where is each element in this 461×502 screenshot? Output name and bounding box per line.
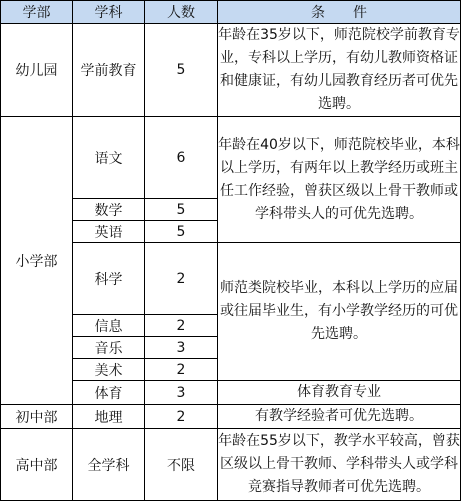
subject-cell: 数学 — [73, 199, 145, 221]
conditions-cell: 年龄在35岁以下，师范院校学前教育专业，专科以上学历，有幼儿教师资格证和健康证，有幼儿园教育经历者可优先选聘。 — [218, 24, 461, 117]
dept-cell: 幼儿园 — [1, 24, 73, 117]
count-cell: 2 — [145, 315, 218, 337]
subject-cell: 语文 — [73, 117, 145, 199]
conditions-cell: 师范类院校毕业，本科以上学历的应届或往届毕业生，有小学教学经历的可优先选聘。 — [218, 243, 461, 381]
subject-cell: 音乐 — [73, 337, 145, 359]
count-cell: 3 — [145, 381, 218, 405]
count-cell: 2 — [145, 243, 218, 315]
subject-cell: 科学 — [73, 243, 145, 315]
count-cell: 3 — [145, 337, 218, 359]
count-cell: 6 — [145, 117, 218, 199]
table-row — [1, 117, 461, 199]
header-row — [1, 1, 461, 24]
subject-cell: 全学科 — [73, 429, 145, 501]
count-cell: 不限 — [145, 429, 218, 501]
table-row — [1, 405, 461, 429]
header-conditions: 条 件 — [218, 1, 461, 24]
table-row — [1, 24, 461, 117]
conditions-cell: 有教学经验者可优先选聘。 — [218, 405, 461, 429]
count-cell: 5 — [145, 24, 218, 117]
header-count: 人数 — [145, 1, 218, 24]
subject-cell: 体育 — [73, 381, 145, 405]
subject-cell: 地理 — [73, 405, 145, 429]
subject-cell: 信息 — [73, 315, 145, 337]
dept-cell: 小学部 — [1, 117, 73, 405]
dept-cell: 初中部 — [1, 405, 73, 429]
count-cell: 5 — [145, 221, 218, 243]
count-cell: 5 — [145, 199, 218, 221]
header-dept: 学部 — [1, 1, 73, 24]
subject-cell: 学前教育 — [73, 24, 145, 117]
conditions-cell: 年龄在40岁以下，师范院校毕业，本科以上学历，有两年以上教学经历或班主任工作经验，曾获区级以上骨干教师或学科带头人的可优先选聘。 — [218, 117, 461, 243]
dept-cell: 高中部 — [1, 429, 73, 501]
subject-cell: 英语 — [73, 221, 145, 243]
subject-cell: 美术 — [73, 359, 145, 381]
count-cell: 2 — [145, 405, 218, 429]
conditions-cell: 体育教育专业 — [218, 381, 461, 405]
count-cell: 2 — [145, 359, 218, 381]
header-subject: 学科 — [73, 1, 145, 24]
conditions-cell: 年龄在55岁以下，教学水平较高，曾获区级以上骨干教师、学科带头人或学科竞赛指导教师者可优先选聘。 — [218, 429, 461, 501]
table-row — [1, 429, 461, 501]
